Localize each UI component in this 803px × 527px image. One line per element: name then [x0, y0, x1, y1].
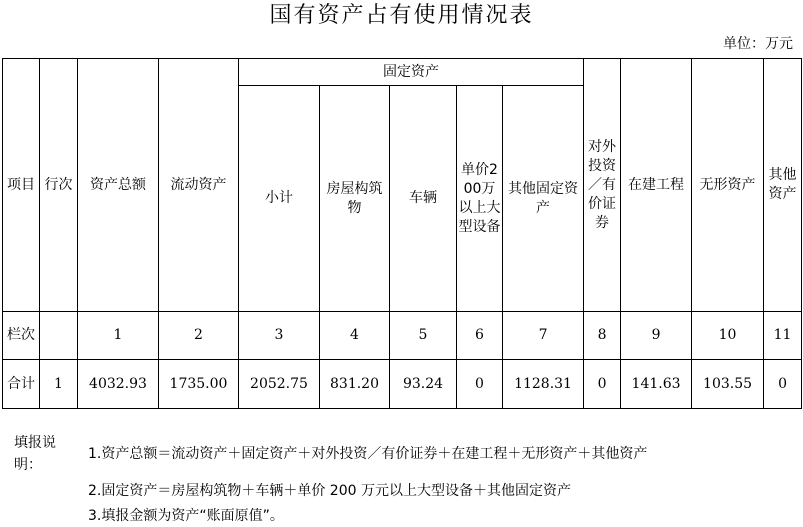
header-other-fixed: 其他固定资产: [503, 86, 584, 312]
total-value: 141.63: [621, 360, 692, 409]
page-title: 国有资产占有使用情况表: [269, 3, 534, 28]
total-value: 0: [764, 360, 802, 409]
column-number: 6: [457, 312, 503, 360]
column-number-label: 栏次: [3, 312, 40, 360]
header-construction: 在建工程: [621, 59, 692, 312]
total-row: [3, 360, 802, 409]
column-number: 8: [584, 312, 621, 360]
column-number: 4: [320, 312, 390, 360]
header-investments: 对外投资／有价证券: [584, 59, 621, 312]
column-number: 9: [621, 312, 692, 360]
column-number: 7: [503, 312, 584, 360]
total-value: 1128.31: [503, 360, 584, 409]
header-buildings: 房屋构筑物: [320, 86, 390, 312]
note-line: 2.固定资产＝房屋构筑物＋车辆＋单价 200 万元以上大型设备＋其他固定资产: [88, 483, 571, 499]
header-row-no: 行次: [40, 59, 78, 312]
header-total-assets: 资产总额: [78, 59, 159, 312]
total-value: 2052.75: [239, 360, 320, 409]
column-number: 10: [692, 312, 764, 360]
header-intangible: 无形资产: [692, 59, 764, 312]
column-number-row: [3, 312, 802, 360]
header-item: 项目: [3, 59, 40, 312]
column-number-row-no: [40, 312, 78, 360]
total-value: 831.20: [320, 360, 390, 409]
notes-label: 填报说明：: [14, 435, 56, 473]
unit-label: 单位：万元: [723, 36, 793, 52]
note-line: 1.资产总额＝流动资产＋固定资产＋对外投资／有价证券＋在建工程＋无形资产＋其他资产: [88, 446, 648, 462]
column-number: 1: [78, 312, 159, 360]
header-current-assets: 流动资产: [159, 59, 239, 312]
header-vehicles: 车辆: [390, 86, 457, 312]
note-line: 3.填报金额为资产“账面原值”。: [88, 508, 284, 524]
total-row-no: 1: [40, 360, 78, 409]
header-other-assets: 其他资产: [764, 59, 802, 312]
total-value: 93.24: [390, 360, 457, 409]
column-number: 11: [764, 312, 802, 360]
header-large-equipment: 单价200万以上大型设备: [457, 86, 503, 312]
column-number: 2: [159, 312, 239, 360]
column-number: 3: [239, 312, 320, 360]
total-label: 合计: [3, 360, 40, 409]
column-number: 5: [390, 312, 457, 360]
total-value: 1735.00: [159, 360, 239, 409]
header-fixed-assets: 固定资产: [239, 59, 584, 86]
asset-table: [2, 58, 802, 409]
header-subtotal: 小计: [239, 86, 320, 312]
total-value: 4032.93: [78, 360, 159, 409]
total-value: 0: [457, 360, 503, 409]
total-value: 0: [584, 360, 621, 409]
filing-notes: [0, 430, 803, 527]
total-value: 103.55: [692, 360, 764, 409]
